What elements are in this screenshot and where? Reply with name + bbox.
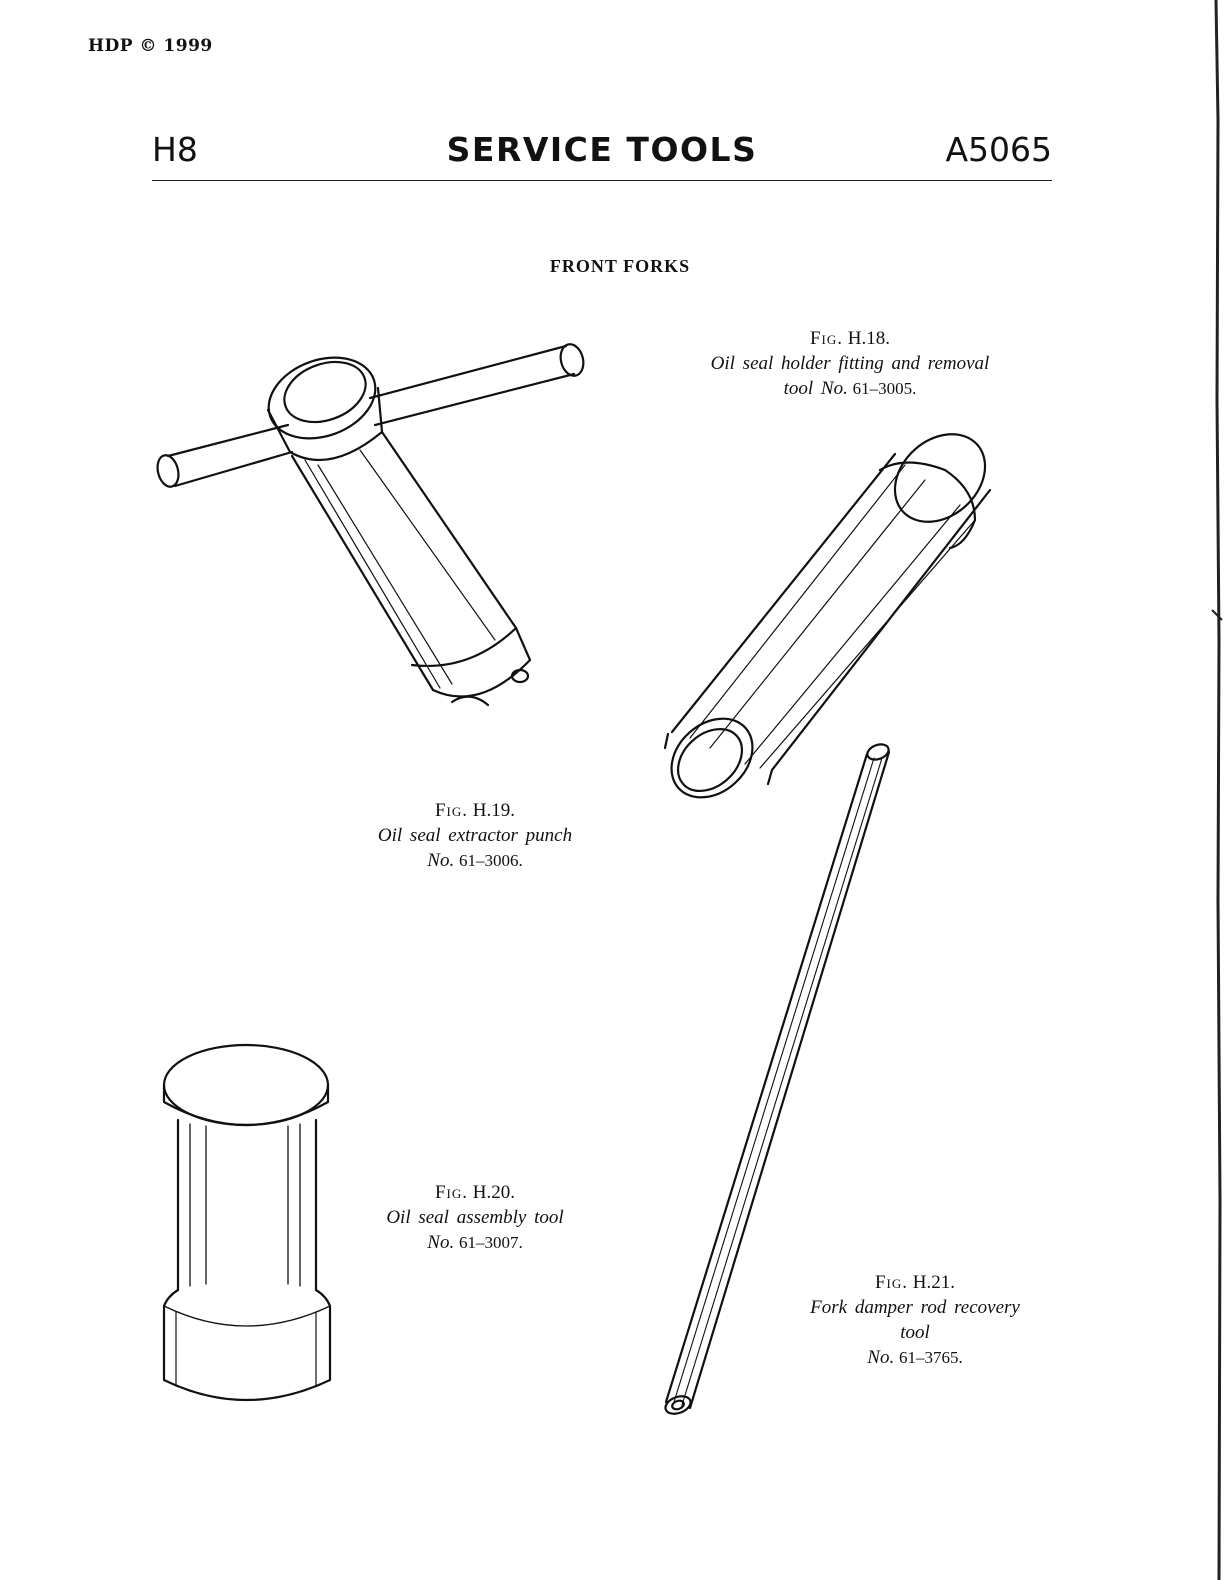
page-number: H8 xyxy=(152,130,198,169)
figure-number: H.18. xyxy=(847,328,891,349)
figure-number: H.21. xyxy=(912,1272,956,1293)
figure-description-cont: tool xyxy=(900,1322,930,1343)
assembly-tool-icon xyxy=(164,1045,330,1400)
figure-part-number: 61–3006. xyxy=(458,851,523,870)
figure-prefix: Fig. xyxy=(434,800,469,821)
figure-part-number: 61–3765. xyxy=(898,1348,963,1367)
figure-description: Oil seal extractor punch xyxy=(377,825,573,846)
figure-tool-label: No. xyxy=(867,1347,895,1368)
section-title: FRONT FORKS xyxy=(549,256,691,276)
oil-seal-holder-tool-icon xyxy=(656,416,1003,813)
document-code: A5065 xyxy=(945,130,1052,169)
figure-caption-h19 xyxy=(355,798,595,873)
copyright-stamp: HDP © 1999 xyxy=(88,36,213,56)
figure-part-number: 61–3005. xyxy=(852,379,917,398)
figure-prefix: Fig. xyxy=(809,328,844,349)
figure-description: Oil seal holder fitting and removal xyxy=(710,353,990,374)
figure-number: H.19. xyxy=(472,800,516,821)
figure-caption-h20 xyxy=(355,1180,595,1255)
figure-tool-label: No. xyxy=(427,1232,455,1253)
scan-edge xyxy=(1210,0,1224,1580)
figure-description: Oil seal assembly tool xyxy=(386,1207,564,1228)
figure-description: Fork damper rod recovery xyxy=(810,1297,1020,1318)
figure-caption-h21 xyxy=(795,1270,1035,1370)
figure-prefix: Fig. xyxy=(434,1182,469,1203)
extractor-punch-icon xyxy=(154,342,586,705)
page-title: SERVICE TOOLS xyxy=(446,130,758,169)
figure-tool-label: No. xyxy=(427,850,455,871)
figure-prefix: Fig. xyxy=(874,1272,909,1293)
figure-caption-h18 xyxy=(690,326,1010,401)
figure-tool-label: tool No. xyxy=(783,378,848,399)
figure-number: H.20. xyxy=(472,1182,516,1203)
figure-part-number: 61–3007. xyxy=(458,1233,523,1252)
